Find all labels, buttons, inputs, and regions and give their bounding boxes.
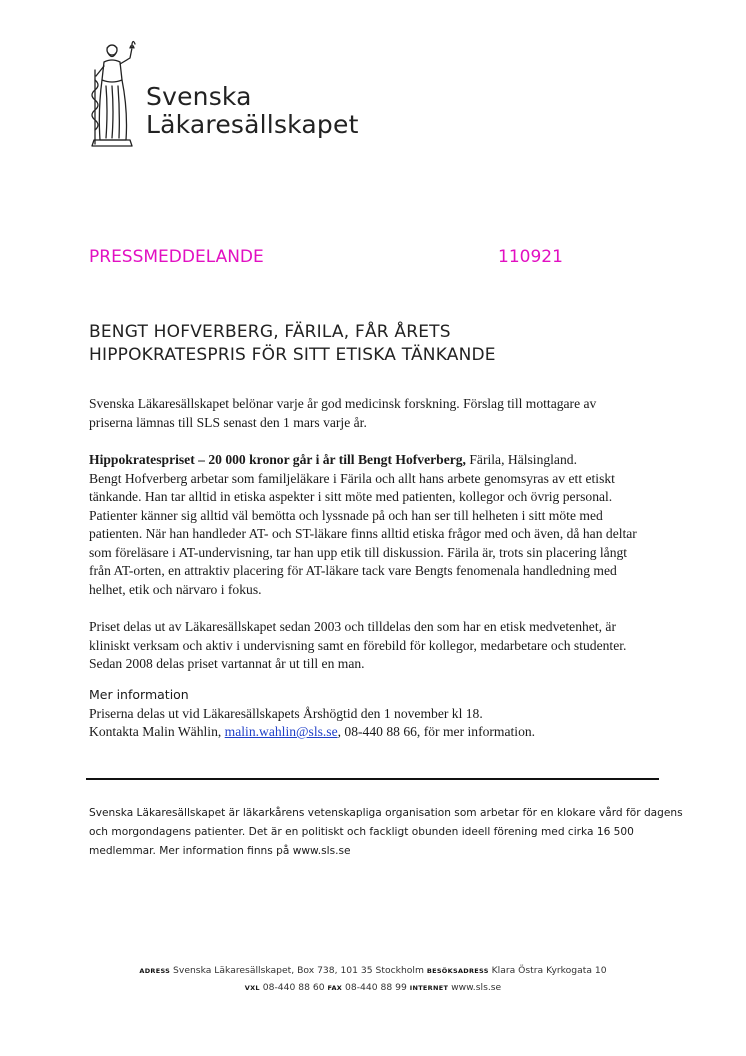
contact-prefix: Kontakta Malin Wählin, bbox=[89, 724, 225, 739]
headline-line: BENGT HOFVERBERG, FÄRILA, FÅR ÅRETS bbox=[89, 322, 451, 342]
paragraph-line: Priset delas ut av Läkaresällskapet sedan 2003 och tilldelas den som har en etisk medvetenhet, är bbox=[89, 619, 616, 634]
divider bbox=[86, 778, 659, 780]
paragraph-line: medlemmar. Mer information finns på www.sls.se bbox=[89, 845, 351, 857]
paragraph-line: Bengt Hofverberg arbetar som familjeläkare i Färila och allt hans arbete genomsyras av ett etiskt bbox=[89, 470, 615, 486]
footer-contact-line bbox=[0, 982, 746, 993]
adress-label: ADRESS bbox=[139, 967, 171, 975]
headline-line: HIPPOKRATESPRIS FÖR SITT ETISKA TÄNKANDE bbox=[89, 345, 496, 365]
more-info-section bbox=[89, 686, 669, 742]
paragraph-line: helhet, etik och närvaro i fokus. bbox=[89, 581, 262, 597]
vxl-label: VXL bbox=[244, 984, 260, 992]
more-info-heading: Mer information bbox=[89, 687, 189, 702]
award-title-line bbox=[89, 451, 669, 470]
paragraph-line: Sedan 2008 delas priset vartannat år ut till en man. bbox=[89, 656, 365, 671]
contact-suffix: , 08-440 88 66, för mer information. bbox=[337, 724, 536, 739]
intro-paragraph bbox=[89, 395, 669, 432]
paragraph-line: Patienter känner sig alltid väl bemötta och lyssnade på och han ser till helheten i sitt möte med bbox=[89, 507, 603, 523]
fax-label: FAX bbox=[327, 984, 343, 992]
hippocrates-statue-icon bbox=[86, 40, 144, 150]
paragraph-line: Svenska Läkaresällskapet är läkarkårens vetenskapliga organisation som arbetar för en klokare vård för dagens bbox=[89, 807, 683, 819]
headline bbox=[89, 321, 649, 367]
paragraph-line: som föreläsare i AT-undervisning, tar han upp etik till diskussion. Färila är, trots sin placering långt bbox=[89, 544, 628, 560]
award-title-rest: Färila, Hälsingland. bbox=[465, 452, 577, 467]
award-title-bold: Hippokratespriset – 20 000 kronor går i år till Bengt Hofverberg, bbox=[89, 452, 466, 467]
paragraph-line: och morgondagens patienter. Det är en politiskt och fackligt obunden ideell förening med cirka 16 500 bbox=[89, 826, 634, 838]
fax-value: 08-440 88 99 bbox=[342, 982, 410, 993]
besok-label: BESÖKSADRESS bbox=[426, 967, 489, 975]
about-paragraph bbox=[89, 804, 689, 861]
sls-logo bbox=[86, 40, 386, 150]
paragraph-line: patienten. När han handleder AT- och ST-läkare finns alltid etiska frågor med och även, då han deltar bbox=[89, 526, 637, 541]
internet-value: www.sls.se bbox=[448, 982, 502, 993]
besok-value: Klara Östra Kyrkogata 10 bbox=[488, 965, 607, 976]
paragraph-line: från AT-orten, en attraktiv placering för AT-läkare tack vare Bengts fenomenala handledning med bbox=[89, 563, 617, 578]
press-date: 110921 bbox=[498, 247, 563, 267]
paragraph-line: tänkande. Han tar alltid in etiska aspekter i sitt möte med patienten, kollegor och övrig personal. bbox=[89, 489, 613, 504]
org-name-line1: Svenska bbox=[146, 82, 252, 111]
paragraph-line: Priserna delas ut vid Läkaresällskapets Årshögtid den 1 november kl 18. bbox=[89, 705, 483, 721]
paragraph-line: Svenska Läkaresällskapet belönar varje år god medicinsk forskning. Förslag till mottagare av bbox=[89, 396, 597, 411]
vxl-value: 08-440 88 60 bbox=[259, 982, 328, 993]
paragraph-line: kliniskt verksam och aktiv i undervisning samt en förebild för kollegor, medarbetare och studenter. bbox=[89, 637, 627, 653]
press-row bbox=[89, 247, 569, 271]
adress-value: Svenska Läkaresällskapet, Box 738, 101 35 Stockholm bbox=[170, 965, 427, 976]
email-link[interactable]: malin.wahlin@sls.se bbox=[224, 724, 338, 739]
priset-paragraph bbox=[89, 618, 669, 674]
paragraph-line: priserna lämnas till SLS senast den 1 mars varje år. bbox=[89, 414, 367, 430]
press-label: PRESSMEDDELANDE bbox=[89, 247, 264, 267]
internet-label: INTERNET bbox=[409, 984, 449, 992]
contact-line bbox=[89, 723, 669, 742]
award-paragraph bbox=[89, 451, 669, 599]
org-name-line2: Läkaresällskapet bbox=[146, 110, 359, 139]
footer-address-line bbox=[0, 965, 746, 976]
